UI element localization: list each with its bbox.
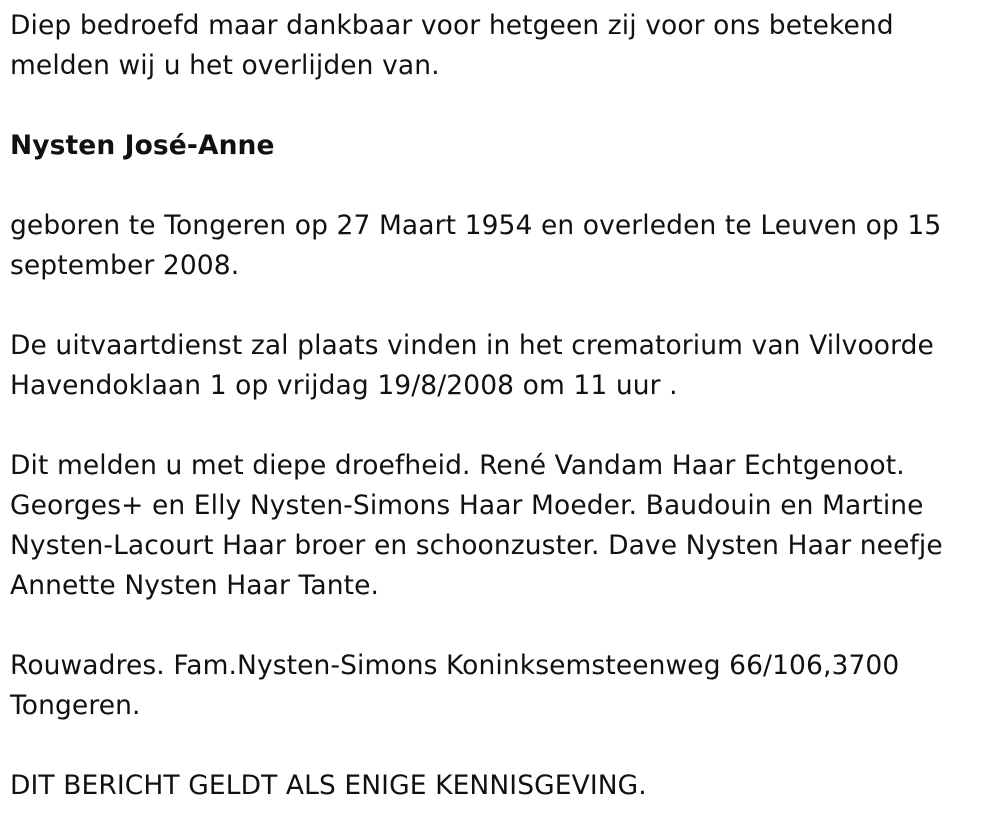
funeral-paragraph: De uitvaartdienst zal plaats vinden in het crematorium van Vilvoorde Havendoklaan 1 op vrijdag 19/8/2008 om 11 uur .: [10, 330, 934, 401]
closing-paragraph: DIT BERICHT GELDT ALS ENIGE KENNISGEVING.: [10, 770, 647, 801]
intro-paragraph: Diep bedroefd maar dankbaar voor hetgeen zij voor ons betekend melden wij u het overlijden van.: [10, 10, 894, 81]
mourners-paragraph: Dit melden u met diepe droefheid. René Vandam Haar Echtgenoot. Georges+ en Elly Nysten-Simons Haar Moeder. Baudouin en Martine Nysten-Lacourt Haar broer en schoonzuster. Dave Nysten Haar neefje Annette Nysten Haar Tante.: [10, 450, 943, 601]
address-paragraph: Rouwadres. Fam.Nysten-Simons Koninksemsteenweg 66/106,3700 Tongeren.: [10, 650, 900, 721]
deceased-name: Nysten José-Anne: [10, 130, 275, 161]
obituary-notice: [10, 6, 980, 806]
birth-death-paragraph: geboren te Tongeren op 27 Maart 1954 en overleden te Leuven op 15 september 2008.: [10, 210, 942, 281]
